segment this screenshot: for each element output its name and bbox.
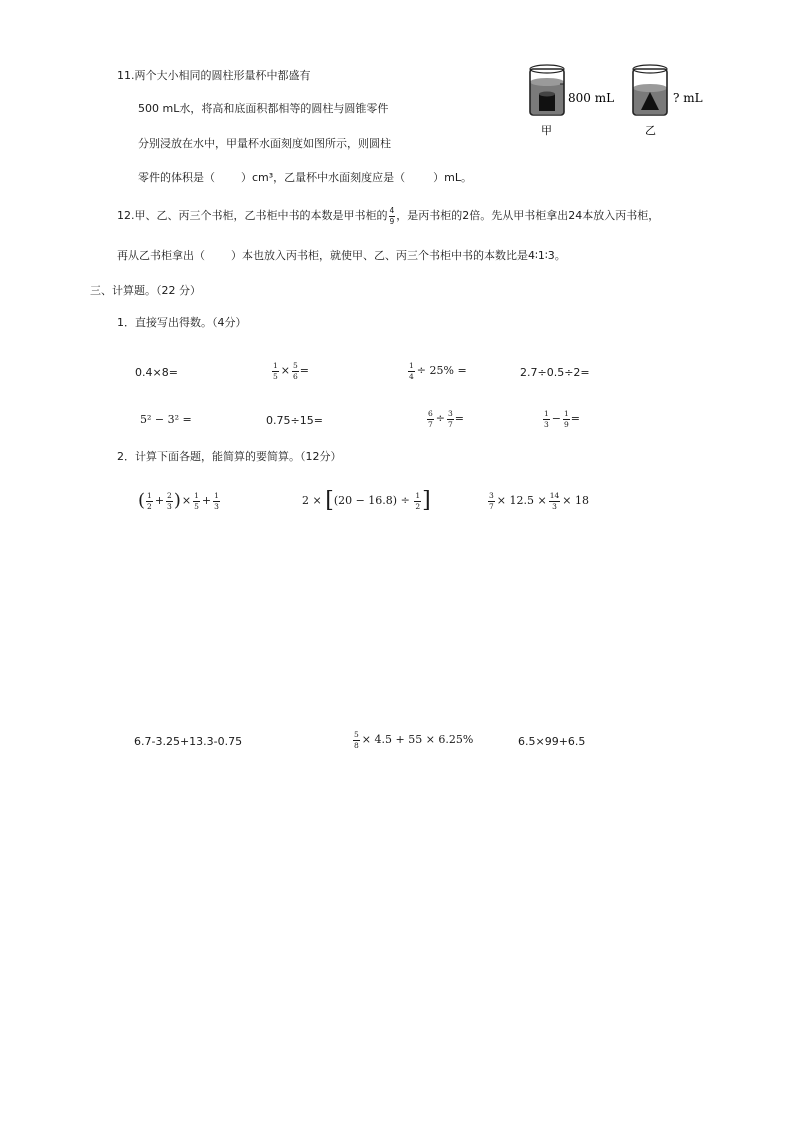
section-3-title: 三、计算题。（22 分） <box>90 284 201 297</box>
q12-part2: ，是丙书柜的2倍。先从甲书柜拿出24本放入丙书柜， <box>396 209 660 222</box>
cup-yi-value: ? mL <box>673 91 703 105</box>
q11-line1: 11.两个大小相同的圆柱形量杯中都盛有 <box>117 69 311 82</box>
direct-a2: $\frac{1}{5}$ × $\frac{5}{6}$ = <box>273 361 309 381</box>
cup-jia-value: 800 mL <box>568 91 615 105</box>
q12-line2-a: 再从乙书柜拿出（ <box>117 249 205 262</box>
calc-d1: 6.7-3.25+13.3-0.75 <box>134 735 243 748</box>
q11-line4-a: 零件的体积是（ <box>138 171 215 184</box>
section-3-sub2: 2．计算下面各题，能简算的要简算。（12分） <box>117 450 342 463</box>
measuring-cups-figure <box>520 62 720 140</box>
cylinder-part-icon <box>539 94 555 111</box>
q11-line2: 500 mL水，将高和底面积都相等的圆柱与圆锥零件 <box>138 102 389 115</box>
cup-yi-label: 乙 <box>645 124 656 137</box>
cup-jia <box>530 65 564 115</box>
direct-b2: 0.75÷15= <box>266 414 323 427</box>
fraction-four-ninths: $\frac{4}{9}$ <box>389 206 395 226</box>
q12-line2-b: ）本也放入丙书柜，就使甲、乙、丙三个书柜中书的本数比是4∶1∶3。 <box>231 249 566 262</box>
calc-d3: 6.5×99+6.5 <box>518 735 586 748</box>
calc-c2: 2 × [(20 − 16.8) ÷ $\frac{1}{2}$ ] <box>302 488 431 513</box>
direct-a4: 2.7÷0.5÷2= <box>520 366 590 379</box>
q11-line4-c: ）mL。 <box>433 171 473 184</box>
direct-b4: $\frac{1}{3}$ − $\frac{1}{9}$ = <box>544 409 580 429</box>
q12-line2 <box>117 250 566 261</box>
calc-d2: $\frac{5}{8}$ × 4.5 + 55 × 6.25% <box>354 730 474 750</box>
direct-b1: 5² − 3² = <box>140 413 192 426</box>
q11-line4-b: ）cm³，乙量杯中水面刻度应是（ <box>241 171 406 184</box>
direct-b3: $\frac{6}{7}$ ÷ $\frac{3}{7}$ = <box>428 409 464 429</box>
cup-yi <box>633 65 667 115</box>
direct-a3: $\frac{1}{4}$ ÷ 25% = <box>409 361 467 381</box>
section-3-sub1: 1．直接写出得数。（4分） <box>117 316 247 329</box>
calc-c1: ( $\frac{1}{2}$ + $\frac{2}{3}$ )× $\frac{1}{5}$ + $\frac{1}{3}$ <box>138 490 219 511</box>
q11-line3: 分别浸放在水中，甲量杯水面刻度如图所示，则圆柱 <box>138 137 391 150</box>
calc-c3: $\frac{3}{7}$ × 12.5 × $\frac{14}{3}$ × 18 <box>489 491 589 511</box>
cup-jia-label: 甲 <box>541 124 552 137</box>
q12-line1 <box>117 206 659 226</box>
q11-line4 <box>138 172 472 183</box>
direct-a1: 0.4×8= <box>135 366 178 379</box>
q12-part1: 12.甲、乙、丙三个书柜，乙书柜中书的本数是甲书柜的 <box>117 209 388 222</box>
